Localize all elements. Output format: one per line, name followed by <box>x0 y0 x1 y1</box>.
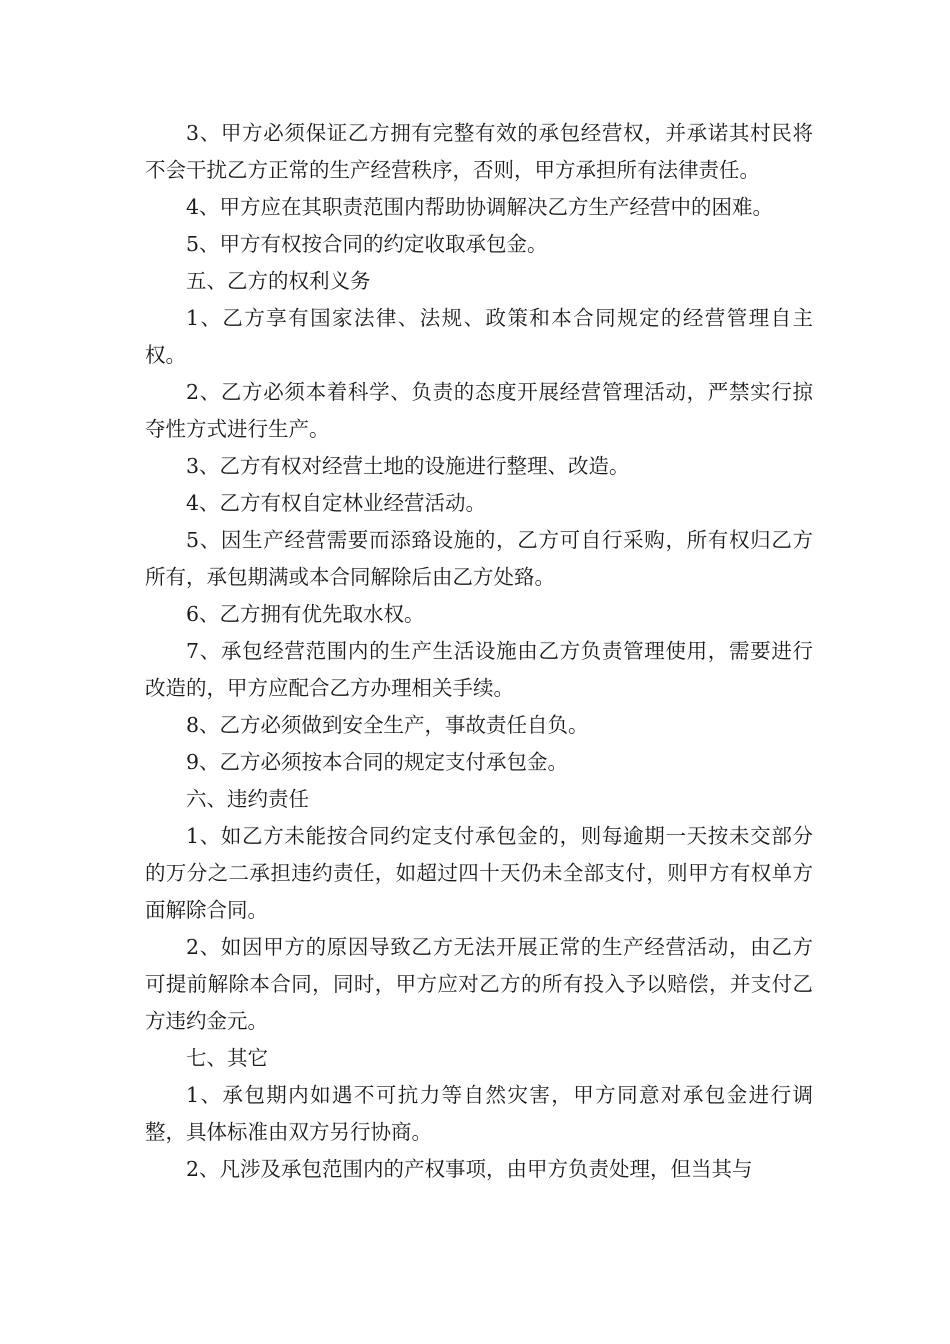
clause-paragraph: 9、乙方必须按本合同的规定支付承包金。 <box>186 750 569 774</box>
document-page <box>145 115 813 1188</box>
clause-paragraph: 6、乙方拥有优先取水权。 <box>186 602 425 626</box>
clause-paragraph: 1、如乙方未能按合同约定支付承包金的，则每逾期一天按未交部分的万分之二承担违约责任，如超过四十天仍未全部支付，则甲方有权单方面解除合同。 <box>145 824 813 922</box>
clause-paragraph: 2、乙方必须本着科学、负责的态度开展经营管理活动，严禁实行掠夺性方式进行生产。 <box>145 380 813 441</box>
section-heading: 五、乙方的权利义务 <box>186 269 371 293</box>
clause-paragraph: 4、乙方有权自定林业经营活动。 <box>186 491 487 515</box>
clause-paragraph: 1、承包期内如遇不可抗力等自然灾害，甲方同意对承包金进行调整，具体标准由双方另行协商。 <box>145 1083 813 1144</box>
clause-paragraph: 2、凡涉及承包范围内的产权事项，由甲方负责处理，但当其与 <box>186 1157 753 1181</box>
clause-paragraph: 2、如因甲方的原因导致乙方无法开展正常的生产经营活动，由乙方可提前解除本合同，同时，甲方应对乙方的所有投入予以赔偿，并支付乙方违约金元。 <box>145 935 813 1033</box>
clause-paragraph: 4、甲方应在其职责范围内帮助协调解决乙方生产经营中的困难。 <box>186 195 774 219</box>
clause-paragraph: 5、因生产经营需要而添臵设施的，乙方可自行采购，所有权归乙方所有，承包期满或本合同解除后由乙方处臵。 <box>145 528 813 589</box>
clause-paragraph: 1、乙方享有国家法律、法规、政策和本合同规定的经营管理自主权。 <box>145 306 813 367</box>
clause-paragraph: 3、乙方有权对经营土地的设施进行整理、改造。 <box>186 454 630 478</box>
clause-paragraph: 7、承包经营范围内的生产生活设施由乙方负责管理使用，需要进行改造的，甲方应配合乙方办理相关手续。 <box>145 639 813 700</box>
clause-paragraph: 5、甲方有权按合同的约定收取承包金。 <box>186 232 548 256</box>
clause-paragraph: 3、甲方必须保证乙方拥有完整有效的承包经营权，并承诺其村民将不会干扰乙方正常的生产经营秩序，否则，甲方承担所有法律责任。 <box>145 121 813 182</box>
section-heading: 六、违约责任 <box>186 787 309 811</box>
clause-paragraph: 8、乙方必须做到安全生产，事故责任自负。 <box>186 713 589 737</box>
section-heading: 七、其它 <box>186 1046 268 1070</box>
